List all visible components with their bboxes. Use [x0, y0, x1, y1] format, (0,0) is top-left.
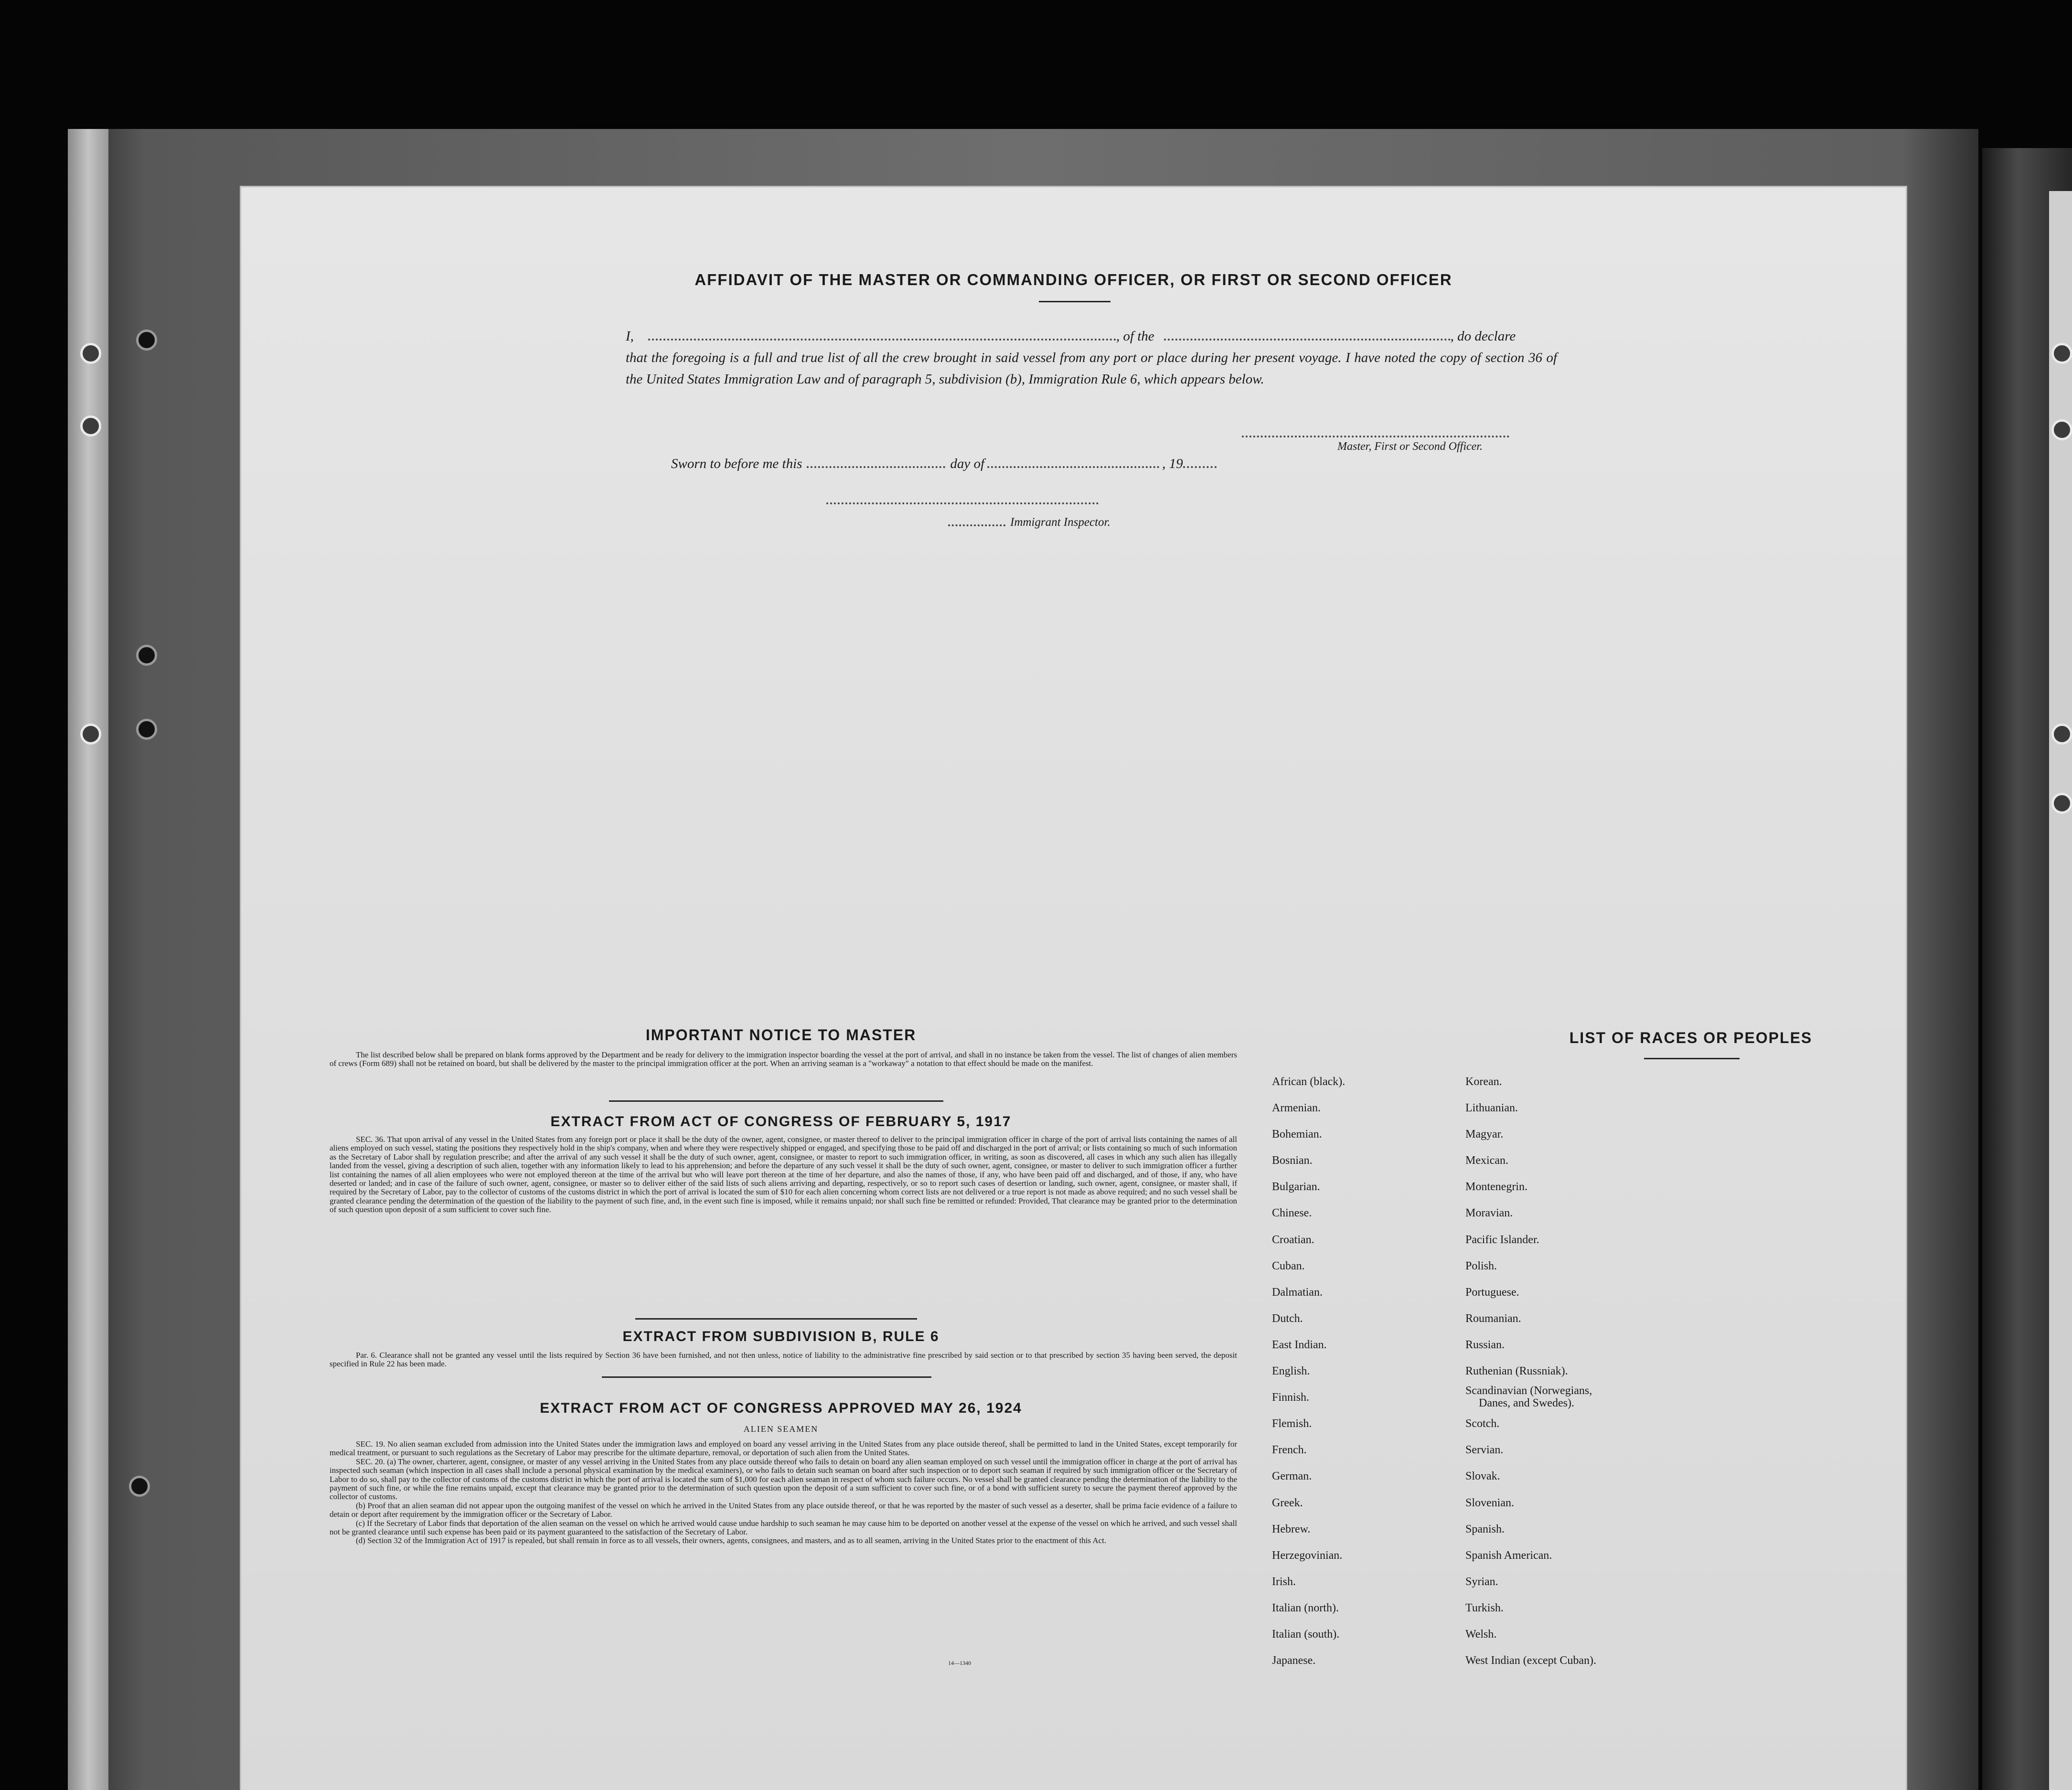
race-item: Irish.: [1272, 1575, 1296, 1588]
day-blank: [807, 461, 945, 468]
race-item: Servian.: [1465, 1444, 1504, 1457]
race-item: Greek.: [1272, 1496, 1303, 1509]
extract-1924-paragraph: (d) Section 32 of the Immigration Act of 1917 is repealed, but shall remain in force as to all vessels, their owners, agents, consignees, and masters, and as to all seamen, arriving in the United States prior to the enactment of this Act.: [356, 1536, 1107, 1545]
race-item: Syrian.: [1465, 1575, 1498, 1588]
extract-1924-section: [308, 1400, 1254, 1417]
race-item: Pacific Islander.: [1465, 1233, 1539, 1246]
extract-1924-subtitle: ALIEN SEAMEN: [743, 1424, 819, 1434]
race-item: Croatian.: [1272, 1233, 1314, 1246]
extract-1924-paragraph: (c) If the Secretary of Labor finds that deportation of the alien seaman on the vessel on which he arrived would cause undue hardship to such seaman he may cause him to be deported on another vessel at the expense of the vessel on which he arrived, and such vessel shall not be granted clearance until such expense has been paid or its payment guaranteed to the satisfaction of the Secretary of Labor.: [330, 1518, 1237, 1537]
affidavit-of-the: , of the: [1116, 329, 1154, 344]
extract-1924-paragraph: SEC. 20. (a) The owner, charterer, agent, consignee, or master of any vessel arriving in the United States from any place outside thereof who fails to detain on board any alien seaman employed on such vessel until the immigration officer in charge at the port of arrival has inspected such seaman (which inspection in all cases shall include a personal physical examination by the medical examiners), or who fails to detain such seaman on board after such inspection or to deport such seaman if required by such immigration officer or the Secretary of Labor to do so, shall pay to the collector of customs of the customs district in which the port of arrival is located the sum of $1,000 for each alien seaman in respect of whom such failure occurs. No vessel shall be granted clearance pending the determination of the liability to the payment of such fine, or while the fine remains unpaid, except that clearance may be granted prior to the determination of such question upon the deposit of a sum sufficient to cover such fine, or of a bond with sufficient surety to secure the payment thereof approved by the collector of customs.: [330, 1457, 1237, 1502]
race-item: Chinese.: [1272, 1207, 1312, 1220]
binder-hole: [2051, 343, 2072, 364]
race-item: Slovenian.: [1465, 1496, 1514, 1509]
race-item: German.: [1272, 1470, 1312, 1483]
day-of: day of: [950, 456, 985, 471]
binder-hole: [136, 330, 157, 351]
race-item: Polish.: [1465, 1259, 1497, 1272]
race-item: East Indian.: [1272, 1338, 1327, 1351]
extract-rule6-body: [330, 1351, 1237, 1369]
race-item: Scandinavian (Norwegians,: [1465, 1385, 1592, 1397]
extract-1924-paragraph: SEC. 19. No alien seaman excluded from admission into the United States under the immigration laws and employed on board any vessel arriving in the United States from any place outside thereof, shall be permitted to land in the United States, except temporarily for medical treatment, or pursuant to such regulations as the Secretary of Labor may prescribe for the ultimate departure, removal, or deportation of such alien from the United States.: [330, 1439, 1237, 1458]
sworn-line: [671, 456, 1217, 472]
race-item: Turkish.: [1465, 1601, 1504, 1614]
notice-section: [330, 1051, 1237, 1068]
extract-1917-text: SEC. 36. That upon arrival of any vessel in the United States from any foreign port or place it shall be the duty of the owner, agent, consignee, or master thereof to deliver to the principal immigration officer in charge of the port of arrival lists containing the names of all aliens employed on such vessel, stating the positions they respectively hold in the ship's company, when and where they were respectively shipped or engaged, and specifying those to be paid off and discharged in the port of arrival; or lists containing so much of such information as the Secretary of Labor shall by regulation prescribe; and after the arrival of any such vessel it shall be the duty of such owner, agent, consignee, or master to report to such immigration officer, in writing, as soon as discovered, all cases in which any such alien has illegally landed from the vessel, giving a description of such alien, together with any information likely to lead to his apprehension; and before the departure of any such vessel it shall be the duty of such owner, agent, consignee, or master to deliver to such immigration officer a further list containing the names of all alien employees who were not employed thereon at the time of the arrival but who will leave port thereon at the time of her departure, and also the names of those, if any, who have been paid off and discharged, and of those, if any, who have deserted or landed; and in case of the failure of such owner, agent, consignee, or master so to deliver either of the said lists of such aliens arriving and departing, respectively, or so to report such cases of desertion or landing, such owner, agent, consignee, or master shall, if required by the Secretary of Labor, pay to the collector of customs of the customs district in which the port of arrival is located the sum of $10 for each alien concerning whom correct lists are not delivered or a true report is not made as above required; and no such vessel shall be granted clearance pending the determination of the question of the liability to the payment of such fine, and, in the event such fine is imposed, while it remains unpaid; nor shall such fine be remitted or refunded: Provided, That clearance may be granted prior to the determination of such question upon deposit of a sum sufficient to cover such fine.: [330, 1135, 1237, 1215]
name-blank: [648, 334, 1116, 341]
extract-1924-paragraph: (b) Proof that an alien seaman did not appear upon the outgoing manifest of the vessel on which he arrived in the United States from any place outside thereof, or that he was reported by the master of such vessel as a deserter, shall be prima facie evidence of a failure to detain or deport after requirement by the immigration officer or the Secretary of Labor.: [330, 1501, 1237, 1519]
section-divider: [635, 1318, 917, 1320]
race-item: Mexican.: [1465, 1154, 1508, 1167]
race-item-continuation: Danes, and Swedes).: [1479, 1397, 1574, 1410]
binder-hole: [136, 645, 157, 666]
race-item: Montenegrin.: [1465, 1181, 1527, 1193]
binder-hole: [136, 719, 157, 740]
race-item: Dutch.: [1272, 1312, 1303, 1325]
races-divider: [1644, 1058, 1740, 1059]
extract-1924-body: [330, 1440, 1237, 1545]
section-divider: [602, 1376, 931, 1378]
inspector-label: Immigrant Inspector.: [1010, 516, 1111, 529]
race-item: West Indian (except Cuban).: [1465, 1654, 1596, 1667]
race-item: Italian (south).: [1272, 1628, 1340, 1641]
binder-hole: [129, 1476, 150, 1497]
extract-rule6-text: Par. 6. Clearance shall not be granted any vessel until the lists required by Section 36 have been furnished, and not then unless, notice of liability to the administrative fine prescribed by said section or to that prescribed by section 35 having been served, the deposit specified in Rule 22 has been made.: [330, 1351, 1237, 1369]
race-item: Magyar.: [1465, 1128, 1504, 1141]
race-item: Herzegovinian.: [1272, 1549, 1343, 1562]
race-item: Portuguese.: [1465, 1286, 1519, 1299]
races-left-column: [1272, 1069, 1345, 1674]
sworn-prefix: Sworn to before me this: [671, 456, 802, 471]
vessel-blank: [1164, 334, 1451, 341]
race-item: Lithuanian.: [1465, 1102, 1518, 1115]
affidavit-body: [626, 326, 1557, 390]
race-item: Welsh.: [1465, 1628, 1497, 1641]
binder-hole: [80, 416, 101, 437]
race-item: African (black).: [1272, 1076, 1346, 1088]
affidavit-title: AFFIDAVIT OF THE MASTER OR COMMANDING OFFICER, OR FIRST OR SECOND OFFICER: [694, 271, 1453, 288]
notice-text: The list described below shall be prepared on blank forms approved by the Department and be ready for delivery to the immigration inspector boarding the vessel at the port of arrival, and shall in no instance be taken from the vessel. The list of changes of alien members of crews (Form 689) shall not be retained on board, but shall be delivered by the master to the principal immigration officer at the port. When an arriving seaman is a "workaway" a notation to that effect should be made on the manifest.: [330, 1050, 1237, 1068]
race-item: Armenian.: [1272, 1102, 1321, 1115]
race-item: Dalmatian.: [1272, 1286, 1323, 1299]
race-item: Japanese.: [1272, 1654, 1316, 1667]
race-item: Bohemian.: [1272, 1128, 1322, 1141]
extract-1917-title: EXTRACT FROM ACT OF CONGRESS OF FEBRUARY 5, 1917: [550, 1114, 1012, 1129]
race-item: Cuban.: [1272, 1259, 1305, 1272]
title-divider: [1039, 301, 1111, 302]
affidavit-declaration: that the foregoing is a full and true list of all the crew brought in said vessel from any port or place during her present voyage. I have noted the copy of section 36 of the United States Immigration Law and of paragraph 5, subdivision (b), Immigration Rule 6, which appears below.: [626, 350, 1557, 387]
month-blank: [987, 461, 1159, 468]
affidavit-i: I,: [626, 329, 634, 344]
race-item: Ruthenian (Russniak).: [1465, 1365, 1568, 1378]
race-item: Flemish.: [1272, 1417, 1312, 1430]
document-page: [241, 187, 1906, 1790]
extract-rule6-title: EXTRACT FROM SUBDIVISION B, RULE 6: [622, 1329, 940, 1344]
race-item: Moravian.: [1465, 1207, 1513, 1220]
race-item: Italian (north).: [1272, 1601, 1339, 1614]
master-signature-line: [1242, 436, 1509, 437]
master-signature-label: Master, First or Second Officer.: [1337, 440, 1483, 453]
inspector-dot-lead: [948, 524, 1005, 526]
race-item: Russian.: [1465, 1338, 1505, 1351]
race-item: English.: [1272, 1365, 1310, 1378]
year-blank: [1183, 461, 1217, 468]
affidavit-do-declare: , do declare: [1450, 329, 1516, 344]
extract-1924-title: EXTRACT FROM ACT OF CONGRESS APPROVED MAY 26, 1924: [540, 1400, 1022, 1416]
race-item: Korean.: [1465, 1076, 1502, 1088]
binder-hole: [2051, 419, 2072, 440]
race-item: French.: [1272, 1444, 1307, 1457]
race-item: Finnish.: [1272, 1391, 1310, 1404]
race-item: Spanish American.: [1465, 1549, 1552, 1562]
binder-hole: [80, 724, 101, 745]
inspector-signature-line: [826, 502, 1099, 504]
form-number: 14—1340: [948, 1660, 971, 1666]
race-item: Bosnian.: [1272, 1154, 1313, 1167]
race-item: Slovak.: [1465, 1470, 1500, 1483]
notice-title: IMPORTANT NOTICE TO MASTER: [645, 1026, 917, 1044]
race-item-multiline: [1465, 1385, 1596, 1411]
binder-hole: [80, 343, 101, 364]
binder-hole: [2051, 793, 2072, 814]
extract-1917-section: [308, 1114, 1254, 1130]
race-item: Spanish.: [1465, 1523, 1505, 1535]
race-item: Roumanian.: [1465, 1312, 1521, 1325]
year-prefix: , 19: [1162, 456, 1183, 471]
races-right-column: [1465, 1069, 1596, 1674]
race-item: Bulgarian.: [1272, 1181, 1320, 1193]
races-title: LIST OF RACES OR PEOPLES: [1569, 1029, 1813, 1046]
race-item: Hebrew.: [1272, 1523, 1311, 1535]
extract-rule6-section: [308, 1329, 1254, 1345]
extract-1917-body: [330, 1135, 1237, 1215]
section-divider: [609, 1100, 943, 1102]
race-item: Scotch.: [1465, 1417, 1500, 1430]
binder-strip-left: [68, 129, 108, 1790]
binder-hole: [2051, 724, 2072, 745]
